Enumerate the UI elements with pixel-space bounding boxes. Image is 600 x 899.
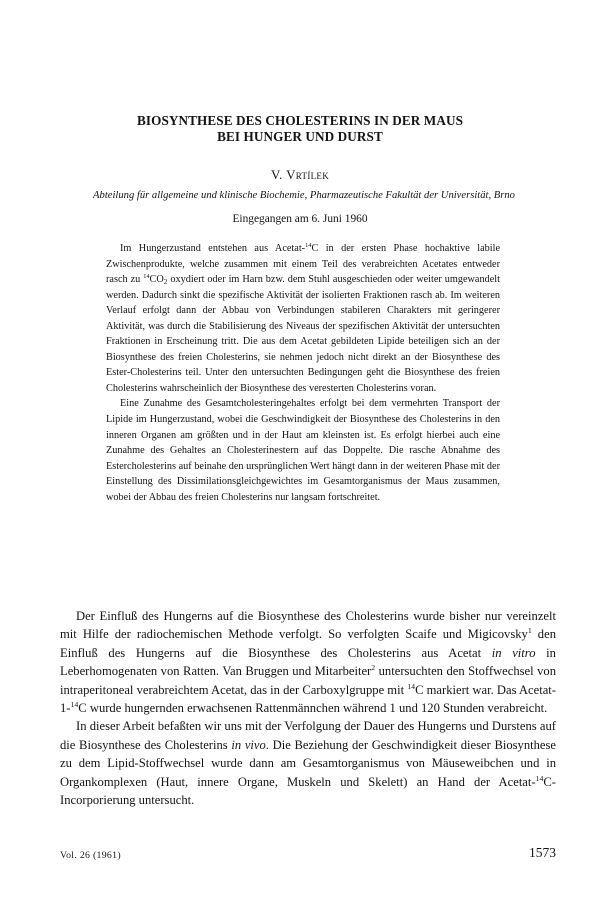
article-title xyxy=(60,113,540,145)
abstract-paragraph-2: Eine Zunahme des Gesamtcholesteringehaltes erfolgt bei dem vermehrten Transport der Lipide im Hungerzustand, wobei die Geschwindigkeit der Biosynthese des Cholesterins in den inneren Organen am größten und in der Haut am kleinsten ist. Es erfolgt hierbei auch eine Zunahme des Gehaltes an Cholesterinestern auf das Doppelte. Die rasche Abnahme des Estercholesterins auf beinahe den ursprünglichen Wert hängt dann in der weiteren Phase mit der Einstellung des Dissimilationsgleichgewichtes im Gesamtorganismus der Maus zusammen, wobei der Abbau des freien Cholesterins nur langsam fortschreitet. xyxy=(106,398,500,503)
body-paragraph-2: In dieser Arbeit befaßten wir uns mit der Verfolgung der Dauer des Hungerns und Durstens auf die Biosynthese des Cholesterins in vivo. Die Beziehung der Geschwindigkeit dieser Biosynthese zu dem Lipid-Stoffwechsel wurde dann am Gesamtorganismus von Mäuseweibchen und in Organkomplexen (Haut, innere Organe, Muskeln und Skelett) an Hand der Acetat-$^{14}$C-Incorporierung untersucht. xyxy=(60,719,557,808)
author-initial: V. xyxy=(270,167,283,182)
title-line-2: BEI HUNGER UND DURST xyxy=(217,129,383,144)
author-name xyxy=(60,167,540,183)
body-paragraph-1: Der Einfluß des Hungerns auf die Biosynthese des Cholesterins wurde bisher nur vereinzelt mit Hilfe der radiochemischen Methode verfolgt. So verfolgten Scaife und Migicovsky$^1$ den Einfluß des Hungerns auf die Biosynthese des Cholesterins aus Acetat in vitro in Leberhomogenaten von Ratten. Van Bruggen und Mitarbeiter$^2$ untersuchten den Stoffwechsel von intraperitoneal verabreichtem Acetat, das in der Carboxylgruppe mit $^{14}$C markiert war. Das Acetat-1-$^{14}$C wurde hungernden erwachsenen Rattenmännchen während 1 und 120 Stunden verabreicht. xyxy=(60,609,556,716)
title-line-1: BIOSYNTHESE DES CHOLESTERINS IN DER MAUS xyxy=(136,113,464,128)
main-text xyxy=(60,607,556,809)
reference-marker: 1 xyxy=(527,626,532,636)
page-number: 1573 xyxy=(529,845,556,860)
abstract-paragraph-1: Im Hungerzustand entstehen aus Acetat-$^{14}$C in der ersten Phase hochaktive labile Zwischenprodukte, welche zusammen mit einem Teil des verabreichten Acetates entweder rasch zu $^{14}CO_2$ oxydiert oder im Harn bzw. dem Stuhl ausgeschieden oder weiter umgewandelt werden. Dadurch sinkt die spezifische Aktivität der isolierten Fraktionen rasch ab. Im weiteren Verlauf erfolgt dann der Abbau von Verbindungen stabileren Charakters mit geringerer Aktivität, was durch die Stabilisierung des Niveaus der spezifischen Aktivität der untersuchten Fraktionen in Erscheinung tritt. Die aus dem Acetat gebildeten Lipide beteiligen sich an der Biosynthese des freien Cholesterins, sie nehmen jedoch nicht direkt an der Biosynthese des Ester-Cholesterins teil. Unter den untersuchten Bedingungen geht die Biosynthese des freien Cholesterins wahrscheinlich der Biosynthese des veresterten Cholesterins voran. xyxy=(106,241,500,394)
abstract xyxy=(106,241,500,505)
affiliation: Abteilung für allgemeine und klinische Biochemie, Pharmazeutische Fakultät der Universität, Brno xyxy=(93,190,515,201)
journal-volume: Vol. 26 (1961) xyxy=(60,850,121,861)
author-surname: Vrtílek xyxy=(286,167,330,182)
received-date: Eingegangen am 6. Juni 1960 xyxy=(232,213,368,225)
reference-marker: 2 xyxy=(371,663,376,673)
